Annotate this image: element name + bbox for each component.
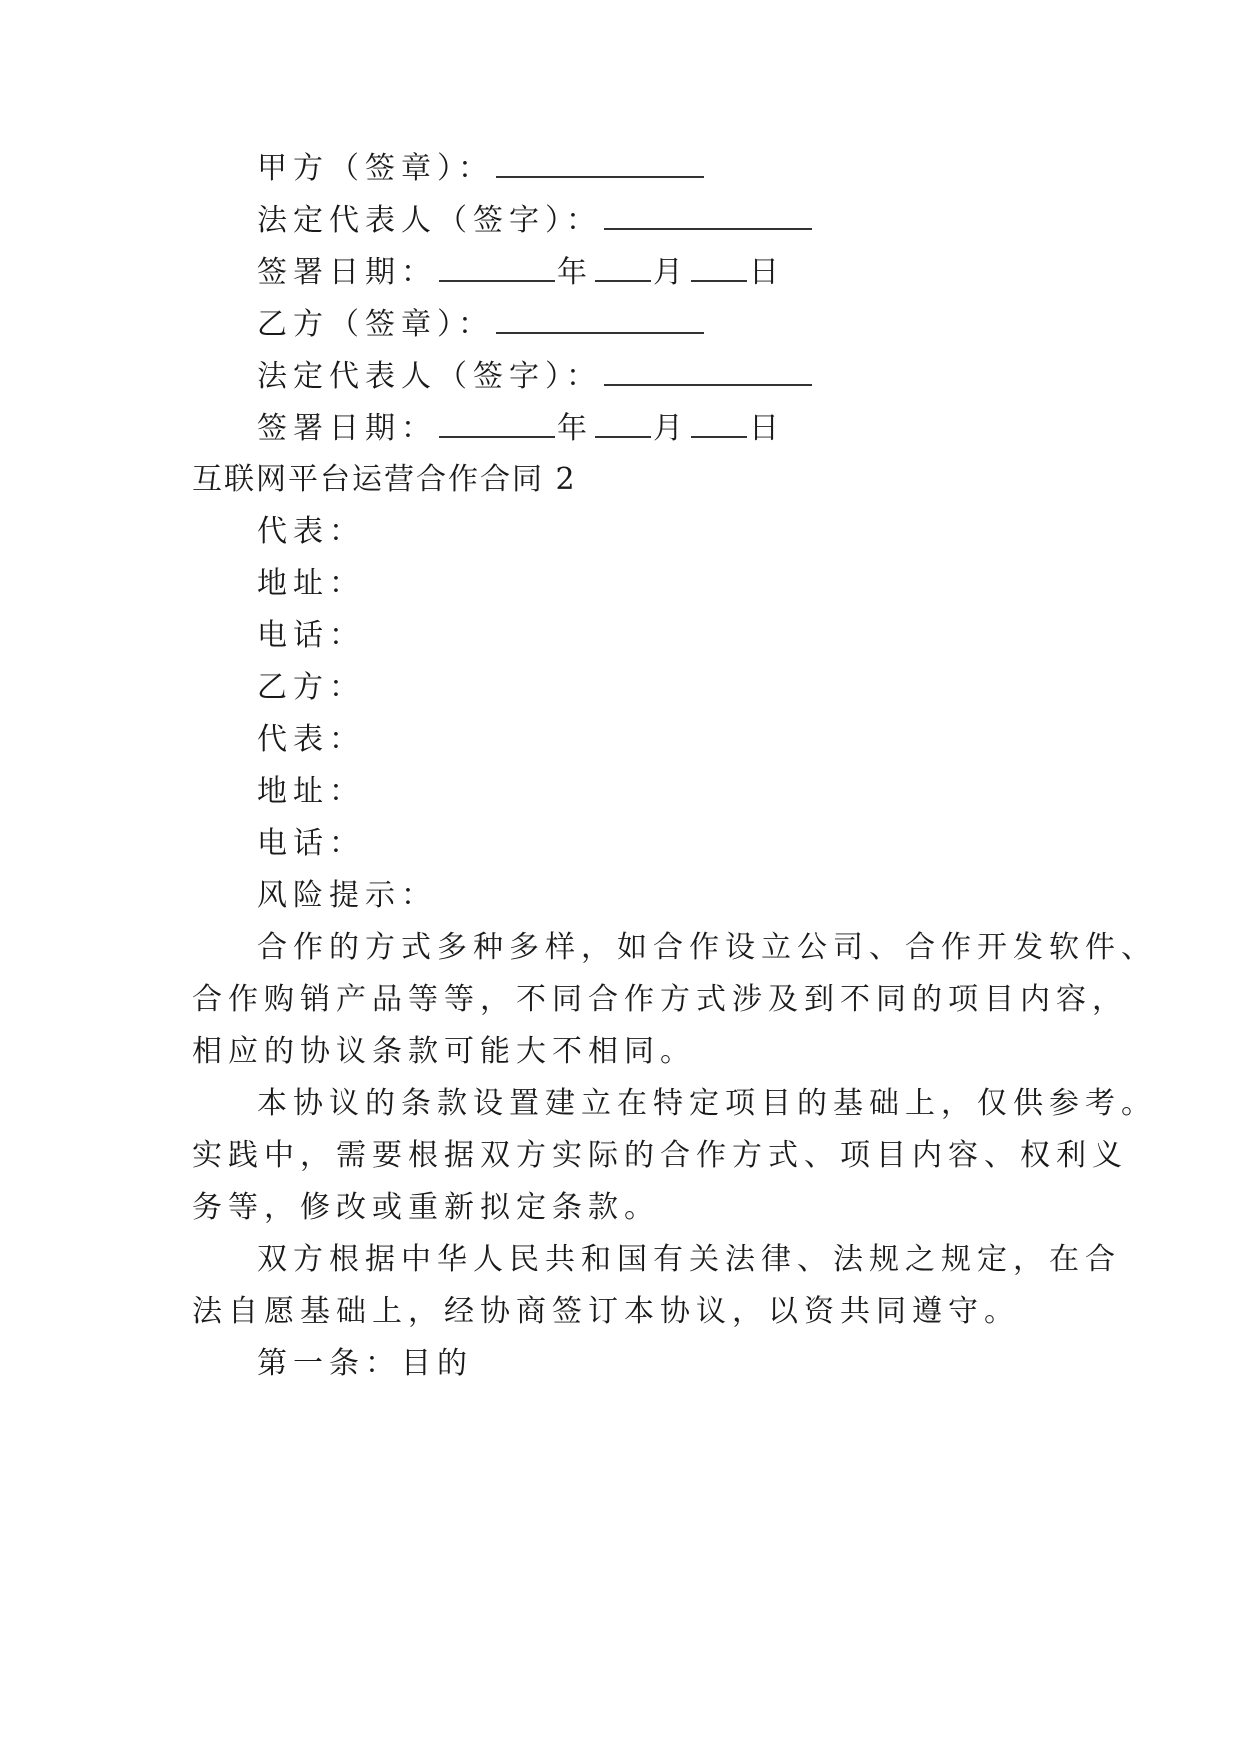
party-b-month-blank	[595, 408, 651, 438]
party-b-label: 乙方：	[257, 670, 365, 705]
party-b-day-label: 日	[749, 411, 785, 446]
party-a-year-label: 年	[557, 255, 593, 290]
party-a-representative: 代表：	[257, 514, 365, 549]
party-a-address: 地址：	[257, 566, 365, 601]
party-a-seal-blank	[496, 148, 704, 178]
para2-line: 本协议的条款设置建立在特定项目的基础上，仅供参考。	[257, 1086, 1157, 1121]
party-b-legal-rep-line	[257, 356, 814, 397]
para1-line: 合作的方式多种多样，如合作设立公司、合作开发软件、	[257, 930, 1157, 965]
party-b-sign-date-line	[257, 408, 785, 449]
party-a-legal-rep-label: 法定代表人（签字）：	[257, 203, 602, 238]
party-b-seal-line	[257, 304, 706, 345]
party-a-day-blank	[691, 252, 747, 282]
party-a-phone: 电话：	[257, 618, 365, 653]
party-a-legal-rep-line	[257, 200, 814, 241]
party-a-sign-date-label: 签署日期：	[257, 255, 437, 290]
party-b-seal-blank	[496, 304, 704, 334]
party-a-month-label: 月	[653, 255, 689, 290]
party-b-legal-rep-label: 法定代表人（签字）：	[257, 359, 602, 394]
party-b-address: 地址：	[257, 774, 365, 809]
para2-line: 务等，修改或重新拟定条款。	[192, 1190, 660, 1225]
party-a-sign-date-line	[257, 252, 785, 293]
party-a-seal-line	[257, 148, 706, 189]
party-b-sign-date-label: 签署日期：	[257, 411, 437, 446]
party-a-year-blank	[439, 252, 555, 282]
party-a-day-label: 日	[749, 255, 785, 290]
contract-title: 互联网平台运营合作合同 2	[192, 462, 577, 497]
party-a-month-blank	[595, 252, 651, 282]
party-b-year-label: 年	[557, 411, 593, 446]
party-b-seal-label: 乙方（签章）：	[257, 307, 494, 342]
party-b-legal-rep-blank	[604, 356, 812, 386]
party-b-phone: 电话：	[257, 826, 365, 861]
para3-line: 法自愿基础上，经协商签订本协议，以资共同遵守。	[192, 1294, 1020, 1329]
party-b-month-label: 月	[653, 411, 689, 446]
para2-line: 实践中，需要根据双方实际的合作方式、项目内容、权利义	[192, 1138, 1128, 1173]
party-b-year-blank	[439, 408, 555, 438]
para1-line: 合作购销产品等等，不同合作方式涉及到不同的项目内容，	[192, 982, 1128, 1017]
party-a-seal-label: 甲方（签章）：	[257, 151, 494, 186]
risk-heading: 风险提示：	[257, 878, 437, 913]
para3-line: 双方根据中华人民共和国有关法律、法规之规定，在合	[257, 1242, 1121, 1277]
party-a-legal-rep-blank	[604, 200, 812, 230]
party-b-representative: 代表：	[257, 722, 365, 757]
article1-heading: 第一条：目的	[257, 1346, 473, 1381]
party-b-day-blank	[691, 408, 747, 438]
para1-line: 相应的协议条款可能大不相同。	[192, 1034, 696, 1069]
